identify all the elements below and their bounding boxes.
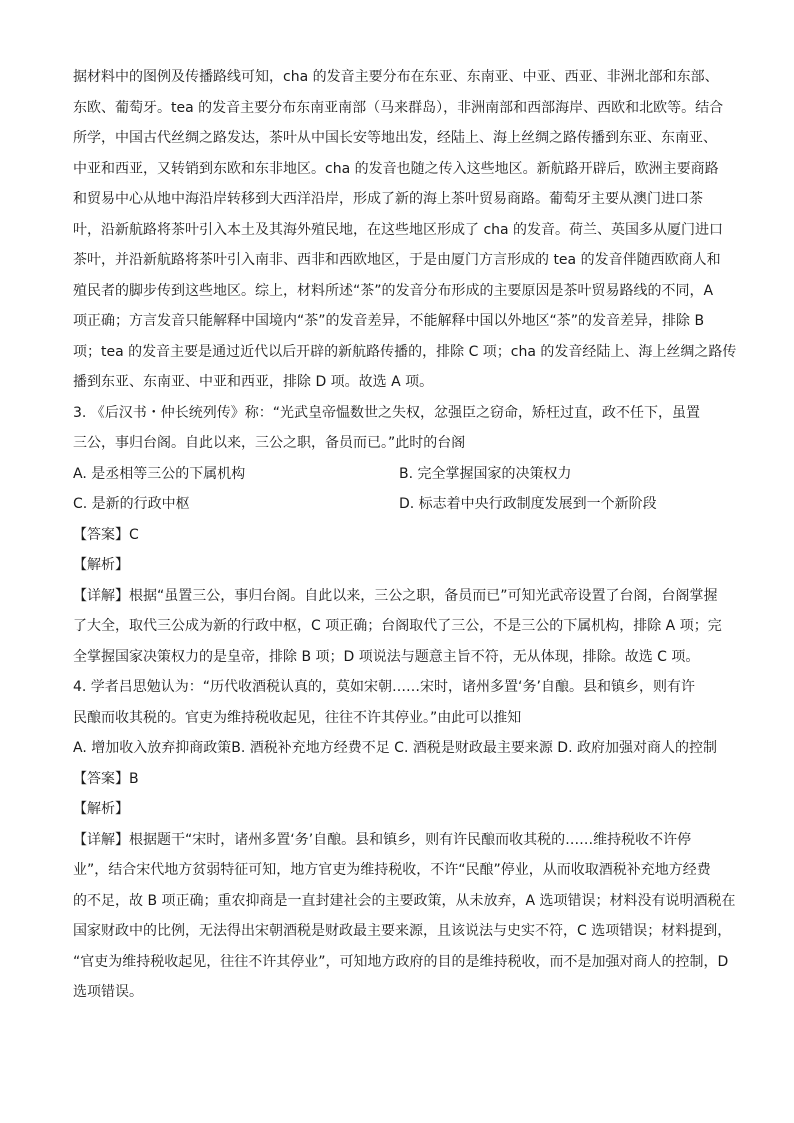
detail-line: [73, 825, 725, 856]
question-stem-line: 3. 《后汉书・仲长统列传》称：“光武皇帝愠数世之失权，忿强臣之窃命，矫枉过直，政不任下，虽置: [73, 404, 701, 421]
previous-analysis: [73, 62, 737, 398]
option-c: C. 是新的行政中枢: [73, 496, 190, 512]
text-line: 播到东亚、东南亚、中亚和西亚，排除 D 项。故选 A 项。: [73, 374, 434, 390]
text-line: 叶，沿新航路将茶叶引入本土及其海外殖民地，在这些地区形成了 cha 的发音。荷兰、英国多从厦门进口: [73, 221, 724, 238]
option-a: A. 是丞相等三公的下属机构: [73, 465, 246, 482]
answer-label: 【答案】: [73, 526, 129, 543]
text-line: 项；tea 的发音主要是通过近代以后开辟的新航路传播的，排除 C 项；cha 的发音经陆上、海上丝绸之路传: [73, 343, 737, 360]
options-row: [73, 459, 725, 490]
answer-label: 【答案】: [73, 770, 129, 787]
detail-label: 【详解】: [73, 587, 129, 604]
detail-line: 了大全，取代三公成为新的行政中枢，C 项正确；台阁取代了三公，不是三公的下属机构，排除 A 项；完: [73, 618, 722, 634]
answer-value: C: [129, 526, 139, 543]
answer-line: [73, 764, 725, 795]
text-line: 殖民者的脚步传到这些地区。综上，材料所述“茶”的发音分布形成的主要原因是茶叶贸易路线的不同，A: [73, 282, 714, 299]
question-stem-line: 三公，事归台阁。自此以来，三公之职，备员而已。”此时的台阁: [73, 435, 466, 451]
question-stem-line: 民酿而收其税的。官吏为维持税收起见，往往不许其停业。”由此可以推知: [73, 709, 522, 726]
text-line: 茶叶，并沿新航路将茶叶引入南非、西非和西欧地区，于是由厦门方言形成的 tea 的发音伴随西欧商人和: [73, 252, 721, 268]
analysis-label: 【解析】: [73, 557, 129, 573]
document-page: [73, 62, 737, 1008]
detail-line: “官吏为维持税收起见，往往不许其停业”，可知地方政府的目的是维持税收，而不是加强对商人的控制，D: [73, 953, 729, 970]
detail-text: 根据题干“宋时，诸州多置‘务’自酿。县和镇乡，则有许民酿而收其税的……维持税收不许停: [129, 831, 692, 848]
text-line: 中亚和西亚，又转销到东欧和东非地区。cha 的发音也随之传入这些地区。新航路开辟后，欧洲主要商路: [73, 160, 719, 177]
text-line: 据材料中的图例及传播路线可知，cha 的发音主要分布在东亚、东南亚、中亚、西亚、非洲北部和东部、: [73, 69, 719, 85]
answer-value: B: [129, 770, 139, 787]
detail-line: [73, 581, 725, 612]
text-line: 东欧、葡萄牙。tea 的发音主要分布东南亚南部（马来群岛），非洲南部和西部海岸、西欧和北欧等。结合: [73, 99, 724, 116]
answer-line: [73, 520, 725, 551]
detail-line: 的不足，故 B 项正确；重农抑商是一直封建社会的主要政策，从未放弃，A 选项错误；材料没有说明酒税在: [73, 892, 736, 909]
text-line: 和贸易中心从地中海沿岸转移到大西洋沿岸，形成了新的海上茶叶贸易商路。葡萄牙主要从澳门进口茶: [73, 191, 703, 207]
question-4: [73, 672, 736, 1008]
detail-line: 国家财政中的比例，无法得出宋朝酒税是财政最主要来源，且该说法与史实不符，C 选项错误；材料提到，: [73, 923, 732, 939]
option-b: B. 完全掌握国家的决策权力: [399, 465, 572, 482]
analysis-label: 【解析】: [73, 801, 129, 817]
options-row: [73, 489, 725, 520]
detail-line: 选项错误。: [73, 984, 143, 1000]
options-line: A. 增加收入放弃抑商政策B. 酒税补充地方经费不足 C. 酒税是财政最主要来源 D. 政府加强对商人的控制: [73, 740, 717, 756]
text-line: 所学，中国古代丝绸之路发达，茶叶从中国长安等地出发，经陆上、海上丝绸之路传播到东亚、东南亚、: [73, 130, 717, 146]
option-d: D. 标志着中央行政制度发展到一个新阶段: [399, 496, 657, 512]
detail-line: 全掌握国家决策权力的是皇帝，排除 B 项；D 项说法与题意主旨不符，无从体现，排除。故选 C 项。: [73, 648, 700, 665]
text-line: 项正确；方言发音只能解释中国境内“茶”的发音差异，不能解释中国以外地区“茶”的发音差异，排除 B: [73, 313, 705, 329]
question-stem-line: 4. 学者吕思勉认为：“历代收酒税认真的，莫如宋朝……宋时，诸州多置‘务’自酿。县和镇乡，则有许: [73, 679, 695, 695]
question-3: [73, 398, 725, 673]
detail-label: 【详解】: [73, 831, 129, 848]
detail-text: 根据“虽置三公，事归台阁。自此以来，三公之职，备员而已”可知光武帝设置了台阁，台阁掌握: [129, 587, 718, 604]
detail-line: 业”，结合宋代地方贫弱特征可知，地方官吏为维持税收，不许“民酿”停业，从而收取酒税补充地方经费: [73, 862, 711, 878]
